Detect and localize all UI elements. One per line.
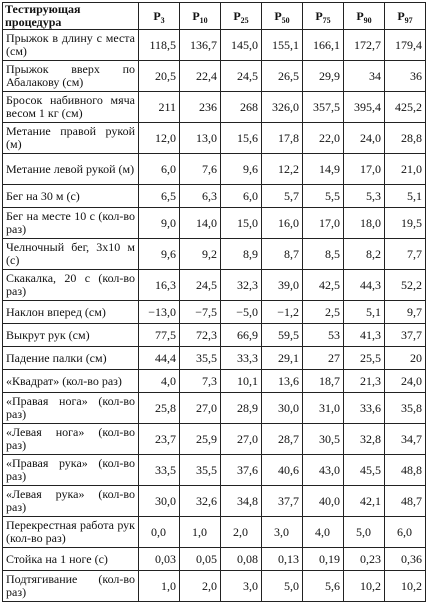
percentile-value: 1,0 <box>139 571 180 602</box>
percentile-value: 32,6 <box>180 486 221 517</box>
percentile-value: 29,1 <box>262 347 303 370</box>
procedure-name: «Правая рука» (кол-во раз) <box>3 455 139 486</box>
percentile-value: 13,0 <box>180 123 221 154</box>
percentile-value: 22,0 <box>303 123 344 154</box>
procedure-name: Перекрестная работа рук (кол-во раз) <box>3 517 139 548</box>
percentile-value: 7,7 <box>385 239 426 270</box>
percentile-value: 45,5 <box>344 455 385 486</box>
percentile-value: 357,5 <box>303 92 344 123</box>
percentile-letter: P <box>233 8 241 23</box>
percentile-value: 7,6 <box>180 154 221 185</box>
percentile-value: 326,0 <box>262 92 303 123</box>
percentile-value: 0,08 <box>221 548 262 571</box>
percentile-value: 8,2 <box>344 239 385 270</box>
percentile-value: 0,36 <box>385 548 426 571</box>
percentile-value: 34,7 <box>385 424 426 455</box>
percentile-value: 28,9 <box>221 393 262 424</box>
percentile-value: 6,3 <box>180 185 221 208</box>
percentile-subscript: 50 <box>281 15 290 25</box>
percentile-value: 5,0 <box>262 571 303 602</box>
table-row <box>3 239 426 270</box>
percentile-value: −13,0 <box>139 301 180 324</box>
percentile-value: 35,5 <box>180 455 221 486</box>
procedure-name: Стойка на 1 ноге (с) <box>3 548 139 571</box>
percentile-value: 19,5 <box>385 208 426 239</box>
percentile-value: 4,0 <box>139 370 180 393</box>
percentile-value: 32,8 <box>344 424 385 455</box>
header-procedure: Тестирующая процедура <box>3 3 139 30</box>
percentile-letter: P <box>397 8 405 23</box>
procedure-name: Прыжок вверх по Абалакову (см) <box>3 61 139 92</box>
percentile-value: 12,0 <box>139 123 180 154</box>
percentile-letter: P <box>315 8 323 23</box>
table-row <box>3 455 426 486</box>
table-row <box>3 347 426 370</box>
table-row <box>3 324 426 347</box>
percentile-value: 5,1 <box>385 185 426 208</box>
percentile-value: 24,0 <box>385 370 426 393</box>
percentile-value: 2,0 <box>180 571 221 602</box>
procedure-name: Метание левой рукой (м) <box>3 154 139 185</box>
percentile-value: 44,3 <box>344 270 385 301</box>
percentile-letter: P <box>192 8 200 23</box>
percentile-value: −1,2 <box>262 301 303 324</box>
percentile-value: 425,2 <box>385 92 426 123</box>
table-row <box>3 61 426 92</box>
percentile-value: 17,0 <box>344 154 385 185</box>
percentile-value: 20 <box>385 347 426 370</box>
percentile-value: 52,2 <box>385 270 426 301</box>
percentile-value: −5,0 <box>221 301 262 324</box>
header-percentile <box>139 3 180 30</box>
percentile-subscript: 90 <box>363 15 372 25</box>
percentile-value: 41,3 <box>344 324 385 347</box>
table-row <box>3 92 426 123</box>
table-row <box>3 486 426 517</box>
percentile-subscript: 75 <box>322 15 331 25</box>
percentile-value: 35,5 <box>180 347 221 370</box>
percentile-value: 18,0 <box>344 208 385 239</box>
percentile-value: 0,0 <box>139 517 180 548</box>
table-row <box>3 123 426 154</box>
percentile-value: 33,5 <box>139 455 180 486</box>
percentile-value: 9,2 <box>180 239 221 270</box>
percentile-value: 33,6 <box>344 393 385 424</box>
header-percentile <box>385 3 426 30</box>
percentile-value: 5,3 <box>344 185 385 208</box>
table-row <box>3 30 426 61</box>
percentile-value: 166,1 <box>303 30 344 61</box>
percentile-value: 35,8 <box>385 393 426 424</box>
percentile-value: 8,9 <box>221 239 262 270</box>
procedure-name: Подтягивание (кол-во раз) <box>3 571 139 602</box>
percentile-subscript: 25 <box>240 15 249 25</box>
procedure-name: Бросок набивного мяча весом 1 кг (см) <box>3 92 139 123</box>
percentile-value: 21,0 <box>385 154 426 185</box>
percentile-value: 9,0 <box>139 208 180 239</box>
procedure-name: Скакалка, 20 с (кол-во раз) <box>3 270 139 301</box>
procedure-name: Падение палки (см) <box>3 347 139 370</box>
percentile-letter: P <box>274 8 282 23</box>
table-row <box>3 517 426 548</box>
percentile-value: 6,0 <box>221 185 262 208</box>
percentile-value: 27 <box>303 347 344 370</box>
percentile-value: 36 <box>385 61 426 92</box>
percentile-value: 5,5 <box>303 185 344 208</box>
table-row <box>3 208 426 239</box>
percentile-value: 37,7 <box>262 486 303 517</box>
percentile-value: 43,0 <box>303 455 344 486</box>
percentile-value: 37,6 <box>221 455 262 486</box>
percentile-value: 0,03 <box>139 548 180 571</box>
percentile-value: 7,3 <box>180 370 221 393</box>
percentile-value: 3,0 <box>262 517 303 548</box>
procedure-name: Выкрут рук (см) <box>3 324 139 347</box>
percentile-value: 33,3 <box>221 347 262 370</box>
table-row <box>3 571 426 602</box>
percentile-value: 28,7 <box>262 424 303 455</box>
percentile-value: 12,2 <box>262 154 303 185</box>
percentile-value: 39,0 <box>262 270 303 301</box>
percentile-value: 9,6 <box>221 154 262 185</box>
percentile-value: 37,7 <box>385 324 426 347</box>
percentile-value: 40,0 <box>303 486 344 517</box>
procedure-name: «Левая нога» (кол-во раз) <box>3 424 139 455</box>
percentile-value: 0,19 <box>303 548 344 571</box>
percentile-value: 179,4 <box>385 30 426 61</box>
percentile-value: 28,8 <box>385 123 426 154</box>
percentile-value: 25,5 <box>344 347 385 370</box>
percentile-subscript: 97 <box>404 15 413 25</box>
percentile-value: 17,8 <box>262 123 303 154</box>
percentile-value: 0,05 <box>180 548 221 571</box>
percentile-value: 48,8 <box>385 455 426 486</box>
procedure-name: Прыжок в длину с места (см) <box>3 30 139 61</box>
procedure-name: «Левая рука» (кол-во раз) <box>3 486 139 517</box>
percentile-value: 31,0 <box>303 393 344 424</box>
percentile-value: 136,7 <box>180 30 221 61</box>
percentile-value: 59,5 <box>262 324 303 347</box>
percentile-value: 172,7 <box>344 30 385 61</box>
table-row <box>3 301 426 324</box>
percentile-value: 66,9 <box>221 324 262 347</box>
percentile-value: 14,9 <box>303 154 344 185</box>
percentile-value: 53 <box>303 324 344 347</box>
percentile-value: 25,8 <box>139 393 180 424</box>
percentile-value: 0,23 <box>344 548 385 571</box>
percentile-value: 3,0 <box>221 571 262 602</box>
header-row <box>3 3 426 30</box>
percentile-value: 15,0 <box>221 208 262 239</box>
percentile-value: 18,7 <box>303 370 344 393</box>
procedure-name: Наклон вперед (см) <box>3 301 139 324</box>
percentile-value: 23,7 <box>139 424 180 455</box>
percentile-letter: P <box>356 8 364 23</box>
percentile-value: 15,6 <box>221 123 262 154</box>
percentile-value: 4,0 <box>303 517 344 548</box>
percentile-value: 17,0 <box>303 208 344 239</box>
procedure-name: Бег на 30 м (с) <box>3 185 139 208</box>
procedure-name: Бег на месте 10 с (кол-во раз) <box>3 208 139 239</box>
percentile-value: 155,1 <box>262 30 303 61</box>
percentile-value: 145,0 <box>221 30 262 61</box>
percentile-value: −7,5 <box>180 301 221 324</box>
percentile-value: 2,5 <box>303 301 344 324</box>
header-percentile <box>303 3 344 30</box>
percentile-value: 42,1 <box>344 486 385 517</box>
header-percentile <box>180 3 221 30</box>
percentile-subscript: 10 <box>199 15 208 25</box>
percentile-value: 9,6 <box>139 239 180 270</box>
percentile-value: 72,3 <box>180 324 221 347</box>
percentile-value: 13,6 <box>262 370 303 393</box>
percentile-value: 26,5 <box>262 61 303 92</box>
percentile-value: 42,5 <box>303 270 344 301</box>
percentile-value: 118,5 <box>139 30 180 61</box>
table-row <box>3 270 426 301</box>
percentile-value: 25,9 <box>180 424 221 455</box>
percentile-value: 2,0 <box>221 517 262 548</box>
percentile-value: 32,3 <box>221 270 262 301</box>
table-row <box>3 424 426 455</box>
procedure-name: Челночный бег, 3x10 м (с) <box>3 239 139 270</box>
header-percentile <box>221 3 262 30</box>
table-row <box>3 370 426 393</box>
percentile-value: 29,9 <box>303 61 344 92</box>
percentile-value: 10,2 <box>385 571 426 602</box>
procedure-name: Метание правой рукой (м) <box>3 123 139 154</box>
header-percentile <box>344 3 385 30</box>
percentile-value: 5,0 <box>344 517 385 548</box>
percentile-value: 21,3 <box>344 370 385 393</box>
percentile-value: 30,0 <box>139 486 180 517</box>
percentile-value: 6,0 <box>385 517 426 548</box>
percentile-value: 30,0 <box>262 393 303 424</box>
table-row <box>3 154 426 185</box>
percentile-value: 6,0 <box>139 154 180 185</box>
percentile-value: 5,1 <box>344 301 385 324</box>
percentile-value: 211 <box>139 92 180 123</box>
percentile-value: 27,0 <box>221 424 262 455</box>
percentile-value: 22,4 <box>180 61 221 92</box>
table-body <box>3 30 426 602</box>
percentile-value: 5,6 <box>303 571 344 602</box>
table-row <box>3 185 426 208</box>
table-row <box>3 548 426 571</box>
percentile-value: 24,5 <box>180 270 221 301</box>
percentile-value: 44,4 <box>139 347 180 370</box>
percentile-value: 8,7 <box>262 239 303 270</box>
table-row <box>3 393 426 424</box>
percentile-value: 24,5 <box>221 61 262 92</box>
percentile-value: 236 <box>180 92 221 123</box>
percentile-value: 0,13 <box>262 548 303 571</box>
percentile-value: 14,0 <box>180 208 221 239</box>
percentile-value: 5,7 <box>262 185 303 208</box>
procedure-name: «Квадрат» (кол-во раз) <box>3 370 139 393</box>
percentile-value: 9,7 <box>385 301 426 324</box>
percentile-letter: P <box>153 8 161 23</box>
percentile-table <box>2 2 426 602</box>
percentile-value: 6,5 <box>139 185 180 208</box>
header-percentile <box>262 3 303 30</box>
percentile-value: 16,0 <box>262 208 303 239</box>
percentile-value: 34,8 <box>221 486 262 517</box>
percentile-value: 48,7 <box>385 486 426 517</box>
percentile-value: 30,5 <box>303 424 344 455</box>
percentile-value: 40,6 <box>262 455 303 486</box>
percentile-value: 395,4 <box>344 92 385 123</box>
procedure-name: «Правая нога» (кол-во раз) <box>3 393 139 424</box>
percentile-value: 268 <box>221 92 262 123</box>
percentile-value: 10,1 <box>221 370 262 393</box>
percentile-value: 24,0 <box>344 123 385 154</box>
percentile-value: 20,5 <box>139 61 180 92</box>
percentile-value: 77,5 <box>139 324 180 347</box>
percentile-value: 27,0 <box>180 393 221 424</box>
percentile-value: 1,0 <box>180 517 221 548</box>
percentile-value: 16,3 <box>139 270 180 301</box>
percentile-subscript: 3 <box>160 15 165 25</box>
percentile-value: 34 <box>344 61 385 92</box>
percentile-value: 8,5 <box>303 239 344 270</box>
percentile-value: 10,2 <box>344 571 385 602</box>
